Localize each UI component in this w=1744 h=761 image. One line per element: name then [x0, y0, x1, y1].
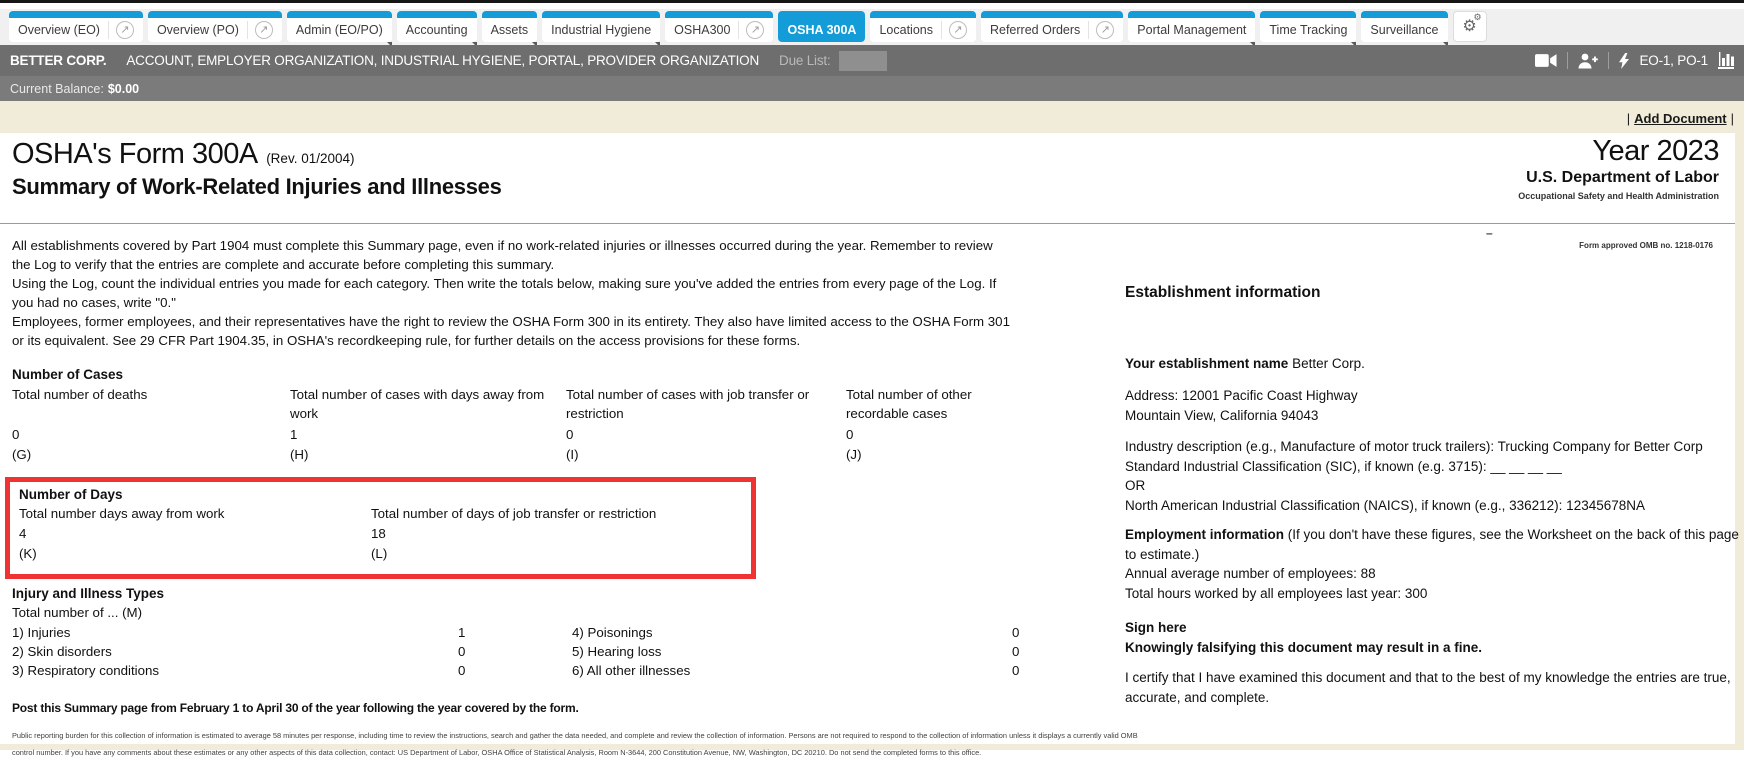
form-title: OSHA's Form 300A — [12, 138, 258, 170]
separator: | — [1626, 111, 1631, 126]
tab-osha300[interactable] — [665, 11, 773, 42]
tab-portal-management[interactable] — [1128, 11, 1255, 42]
cases-col-code: (I) — [566, 447, 579, 462]
entity-context: ACCOUNT, EMPLOYER ORGANIZATION, INDUSTRIAL HYGIENE, PORTAL, PROVIDER ORGANIZATION — [126, 53, 760, 68]
sign-block — [1125, 618, 1739, 657]
cases-col-label: Total number of other recordable cases — [846, 387, 972, 421]
external-link-icon[interactable]: ↗ — [255, 21, 273, 39]
establishment-column — [1125, 283, 1739, 707]
fine-print-line: control number. If you have any comments about these estimates or any other aspects of this data collection, contact: US Department of Labor, OSHA Office of Statistical Analysis, Room N-3644, 200 Constitution Avenue, NW, Washington, DC 20210. Do not send the completed forms to this office. — [12, 748, 982, 757]
number-of-cases-grid — [12, 385, 1014, 464]
tab-assets[interactable] — [482, 11, 538, 42]
injury-value: 0 — [1012, 663, 1020, 678]
cases-col-value: 0 — [12, 427, 20, 442]
post-summary-note: Post this Summary page from February 1 to April 30 of the year following the year covered by the form. — [12, 701, 579, 715]
add-document-link[interactable]: Add Document — [1634, 111, 1727, 126]
divider — [1088, 21, 1089, 39]
due-list-label: Due List: — [779, 53, 831, 68]
divider — [1567, 52, 1568, 69]
form-revision: (Rev. 01/2004) — [266, 151, 355, 166]
form-year-block — [1518, 135, 1719, 201]
lightning-icon[interactable] — [1619, 53, 1629, 69]
tab-time-tracking[interactable] — [1260, 11, 1356, 42]
tab-overview-po[interactable] — [148, 11, 282, 42]
employment-note: (If you don't have these figures, see the Worksheet on the back of this page to estimate.) — [1125, 527, 1739, 562]
injury-value: 1 — [458, 625, 466, 640]
certify-statement: I certify that I have examined this document and that to the best of my knowledge the entries are true, accurate, and complete. — [1125, 670, 1731, 705]
tab-label: Overview (EO) — [18, 23, 100, 37]
employment-label: Employment information — [1125, 527, 1285, 542]
tab-label: Admin (EO/PO) — [295, 23, 383, 37]
video-camera-icon[interactable] — [1535, 53, 1557, 68]
days-col-code: (L) — [371, 546, 388, 561]
osha-form-300a-document — [0, 133, 1739, 757]
cases-col-value: 0 — [566, 427, 574, 442]
omb-approval: Form approved OMB no. 1218-0176 — [1579, 241, 1713, 250]
injury-value: 0 — [458, 644, 466, 659]
balance-bar — [0, 76, 1744, 101]
industry-block — [1125, 437, 1739, 515]
intro-paragraphs — [12, 236, 1014, 350]
settings-gear-button[interactable] — [1453, 11, 1487, 42]
document-actions-row — [1627, 111, 1734, 126]
divider — [247, 21, 248, 39]
tab-locations[interactable] — [870, 11, 976, 42]
tab-label: Time Tracking — [1269, 23, 1348, 37]
sic-line: Standard Industrial Classification (SIC), if known (e.g. 3715): __ __ __ __ — [1125, 458, 1562, 474]
number-of-cases-heading: Number of Cases — [12, 367, 124, 382]
establishment-name-value: Better Corp. — [1292, 355, 1365, 371]
form-year: Year 2023 — [1592, 135, 1719, 167]
form-subtitle: Summary of Work-Related Injuries and Illnesses — [12, 174, 502, 199]
establishment-heading: Establishment information — [1125, 284, 1321, 301]
intro-p1: All establishments covered by Part 1904 must complete this Summary page, even if no work-related injuries or illnesses occurred during the year. Remember to review the Log to verify that the entries are complete and accurate before completing this summary. — [12, 238, 993, 272]
tab-label: Referred Orders — [989, 23, 1081, 37]
tab-label: Accounting — [405, 23, 468, 37]
osha-administration: Occupational Safety and Health Administration — [1518, 191, 1719, 201]
cases-col-label: Total number of deaths — [12, 387, 148, 402]
days-col-value: 4 — [19, 526, 27, 541]
fine-print-line: Public reporting burden for this collection of information is estimated to average 58 minutes per response, including time to review the instructions, search and gather the data needed, and complete and review the collection of information. Persons are not required to respond to the collection of information unless it displays a currently valid OMB — [12, 731, 1138, 740]
tab-label: OSHA300 — [674, 23, 731, 37]
tab-surveillance[interactable] — [1361, 11, 1447, 42]
cases-col-code: (H) — [290, 447, 309, 462]
main-tab-bar — [0, 9, 1744, 45]
external-link-icon[interactable]: ↗ — [949, 21, 967, 39]
days-col-label: Total number days away from work — [19, 506, 225, 521]
form-left-column — [12, 236, 1138, 761]
tab-label: Assets — [490, 23, 529, 37]
industry-description: Industry description (e.g., Manufacture of motor truck trailers): Trucking Company for Better Corp — [1125, 439, 1703, 454]
balance-value: $0.00 — [107, 81, 140, 96]
establishment-name-line — [1125, 354, 1739, 374]
intro-p2: Using the Log, count the individual entries you made for each category. Then write the totals below, making sure you've added the entries from every page of the Log. If you had no cases, write "0." — [12, 276, 997, 310]
cases-col-value: 0 — [846, 427, 854, 442]
header-divider — [0, 223, 1735, 224]
due-list-field[interactable] — [839, 51, 887, 71]
divider — [108, 21, 109, 39]
injury-label: 2) Skin disorders — [12, 644, 112, 659]
cases-col-label: Total number of cases with job transfer or restriction — [566, 387, 810, 421]
divider — [738, 21, 739, 39]
tab-label: OSHA 300A — [787, 23, 857, 37]
number-of-days-highlight-box — [5, 477, 756, 579]
cases-col-label: Total number of cases with days away from work — [290, 387, 545, 421]
employees-line: Annual average number of employees: 88 — [1125, 566, 1376, 581]
injury-illness-heading: Injury and Illness Types — [12, 586, 165, 601]
fine-print — [12, 727, 1138, 761]
tab-label: Industrial Hygiene — [551, 23, 652, 37]
injury-value: 0 — [1012, 644, 1020, 659]
injury-illness-subheading: Total number of ... (M) — [12, 605, 143, 620]
window-top-border — [0, 0, 1744, 9]
department-of-labor: U.S. Department of Labor — [1526, 169, 1719, 186]
content-page — [0, 101, 1744, 757]
bar-chart-icon[interactable] — [1718, 52, 1734, 69]
tab-industrial-hygiene[interactable] — [542, 11, 660, 42]
divider — [1608, 52, 1609, 69]
cases-col-value: 1 — [290, 427, 298, 442]
injury-label: 4) Poisonings — [572, 625, 653, 640]
sign-here-label: Sign here — [1125, 620, 1187, 635]
days-col-value: 18 — [371, 526, 386, 541]
naics-line: North American Industrial Classification (NAICS), if known (e.g., 336212): 12345678NA — [1125, 497, 1646, 513]
tab-overview-eo[interactable] — [9, 11, 143, 42]
tab-accounting[interactable] — [397, 11, 477, 42]
collapse-dash: – — [1486, 226, 1493, 240]
injury-label: 1) Injuries — [12, 625, 71, 640]
address-line2: Mountain View, California 94043 — [1125, 407, 1319, 423]
establishment-name-label: Your establishment name — [1125, 355, 1289, 371]
cases-col-code: (J) — [846, 447, 862, 462]
info-bar-actions — [1535, 52, 1734, 69]
add-user-icon[interactable] — [1578, 53, 1598, 69]
external-link-icon[interactable]: ↗ — [1096, 21, 1114, 39]
intro-p3: Employees, former employees, and their representatives have the right to review the OSHA Form 300 in its entirety. They also have limited access to the OSHA Form 301 or its equivalent. See 29 CFR Part 1904.35, in OSHA's recordkeeping rule, for further details on the access provisions for these forms. — [12, 314, 1010, 348]
injury-label: 6) All other illnesses — [572, 663, 691, 678]
falsify-warning: Knowingly falsifying this document may result in a fine. — [1125, 639, 1483, 655]
number-of-days-heading: Number of Days — [19, 487, 123, 502]
divider — [941, 21, 942, 39]
tab-referred-orders[interactable] — [981, 11, 1123, 42]
injury-illness-grid — [12, 623, 1020, 680]
cases-col-code: (G) — [12, 447, 32, 462]
tab-admin-eo-po[interactable] — [287, 11, 392, 42]
or-line: OR — [1125, 478, 1146, 493]
form-title-block — [12, 138, 502, 200]
tab-label: Portal Management — [1137, 23, 1247, 37]
injury-value: 0 — [458, 663, 466, 678]
employment-block — [1125, 525, 1739, 603]
number-of-days-grid — [19, 504, 751, 563]
days-col-code: (K) — [19, 546, 37, 561]
days-col-label: Total number of days of job transfer or restriction — [371, 506, 657, 521]
injury-label: 3) Respiratory conditions — [12, 663, 160, 678]
external-link-icon[interactable]: ↗ — [116, 21, 134, 39]
injury-label: 5) Hearing loss — [572, 644, 662, 659]
separator: | — [1730, 111, 1734, 126]
gear-icon: ⚙ — [1462, 17, 1477, 35]
tab-label: Locations — [879, 23, 933, 37]
entity-info-bar — [0, 45, 1744, 76]
tab-osha-300a[interactable] — [778, 11, 865, 42]
tab-label: Overview (PO) — [156, 23, 239, 37]
hours-line: Total hours worked by all employees last year: 300 — [1125, 585, 1428, 601]
employment-info-line — [1125, 525, 1739, 564]
company-name: BETTER CORP. — [10, 53, 107, 68]
tab-label: Surveillance — [1370, 23, 1439, 37]
address-block — [1125, 386, 1739, 425]
injury-value: 0 — [1012, 625, 1020, 640]
gear-small-icon: ⚙ — [1473, 12, 1482, 22]
balance-label: Current Balance: — [10, 81, 104, 96]
address-line1: Address: 12001 Pacific Coast Highway — [1125, 388, 1358, 403]
external-link-icon[interactable]: ↗ — [746, 21, 764, 39]
org-reference: EO-1, PO-1 — [1639, 53, 1708, 68]
